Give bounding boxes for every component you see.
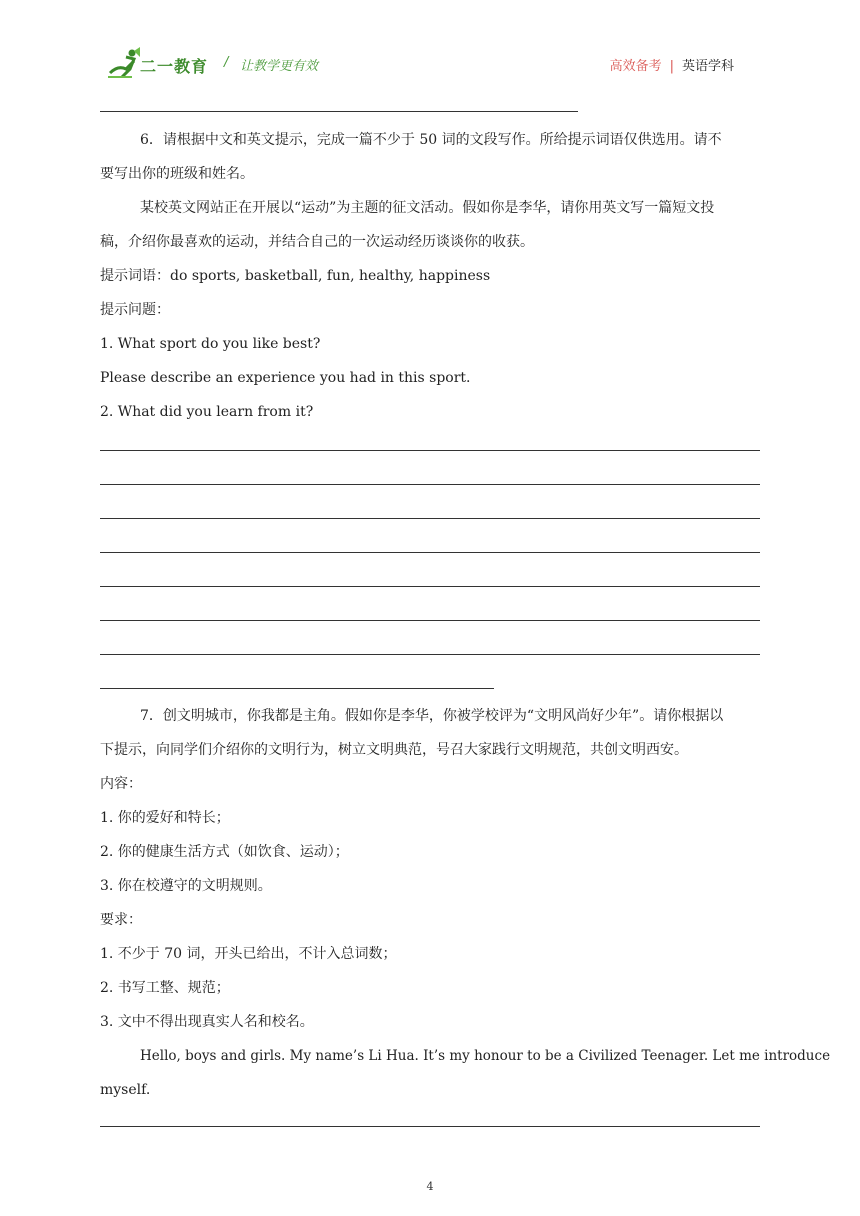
q6-question-1b: Please describe an experience you had in this sport.: [100, 370, 471, 386]
q7-opening-line1: Hello, boys and girls. My name’s Li Hua. It’s my honour to be a Civilized Teenager. Let me introduce: [140, 1048, 831, 1064]
slogan: 让教学更有效: [240, 59, 319, 74]
answer-line[interactable]: [100, 518, 760, 519]
q7-intro-line1: 7．创文明城市，你我都是主角。假如你是李华，你被学校评为“文明风尚好少年”。请你根据以: [140, 708, 724, 724]
answer-line[interactable]: [100, 450, 760, 451]
answer-line[interactable]: [100, 688, 494, 689]
q6-intro-line1: 6．请根据中文和英文提示，完成一篇不少于 50 词的文段写作。所给提示词语仅供选用。请不: [140, 132, 722, 148]
q6-hint-questions-label: 提示问题：: [100, 302, 170, 318]
q7-content-label: 内容：: [100, 776, 142, 792]
answer-line[interactable]: [100, 654, 760, 655]
q6-hint-words: 提示词语：do sports, basketball, fun, healthy, happiness: [100, 268, 491, 284]
header-divider: |: [669, 59, 674, 74]
brand-name: 二一教育: [140, 57, 209, 76]
page-header: [0, 0, 860, 100]
q6-context-line1: 某校英文网站正在开展以“运动”为主题的征文活动。假如你是李华，请你用英文写一篇短文投: [140, 200, 715, 216]
q7-content-item-3: 3. 你在校遵守的文明规则。: [100, 878, 272, 894]
q7-requirement-1: 1. 不少于 70 词，开头已给出，不计入总词数；: [100, 946, 397, 962]
answer-line[interactable]: [100, 1126, 760, 1127]
q6-intro-line2: 要写出你的班级和姓名。: [100, 166, 254, 182]
q6-context-line2: 稿，介绍你最喜欢的运动，并结合自己的一次运动经历谈谈你的收获。: [100, 234, 534, 250]
answer-line[interactable]: [100, 111, 578, 112]
answer-line[interactable]: [100, 586, 760, 587]
header-subject: [610, 55, 734, 74]
answer-line[interactable]: [100, 484, 760, 485]
q7-opening-line2: myself.: [100, 1082, 151, 1098]
answer-line[interactable]: [100, 620, 760, 621]
q7-requirements-label: 要求：: [100, 912, 142, 928]
slogan-separator: /: [224, 55, 229, 70]
q6-question-1: 1. What sport do you like best?: [100, 336, 321, 352]
subject-label: 英语学科: [681, 59, 734, 74]
q6-question-2: 2. What did you learn from it?: [100, 404, 314, 420]
page-number: 4: [426, 1180, 434, 1193]
q7-content-item-1: 1. 你的爱好和特长；: [100, 810, 230, 826]
q7-requirement-2: 2. 书写工整、规范；: [100, 980, 230, 996]
header-tag: 高效备考: [609, 59, 662, 74]
q7-content-item-2: 2. 你的健康生活方式（如饮食、运动）；: [100, 844, 349, 860]
answer-line[interactable]: [100, 552, 760, 553]
q7-intro-line2: 下提示，向同学们介绍你的文明行为，树立文明典范，号召大家践行文明规范，共创文明西安。: [100, 742, 688, 758]
q7-requirement-3: 3. 文中不得出现真实人名和校名。: [100, 1014, 314, 1030]
